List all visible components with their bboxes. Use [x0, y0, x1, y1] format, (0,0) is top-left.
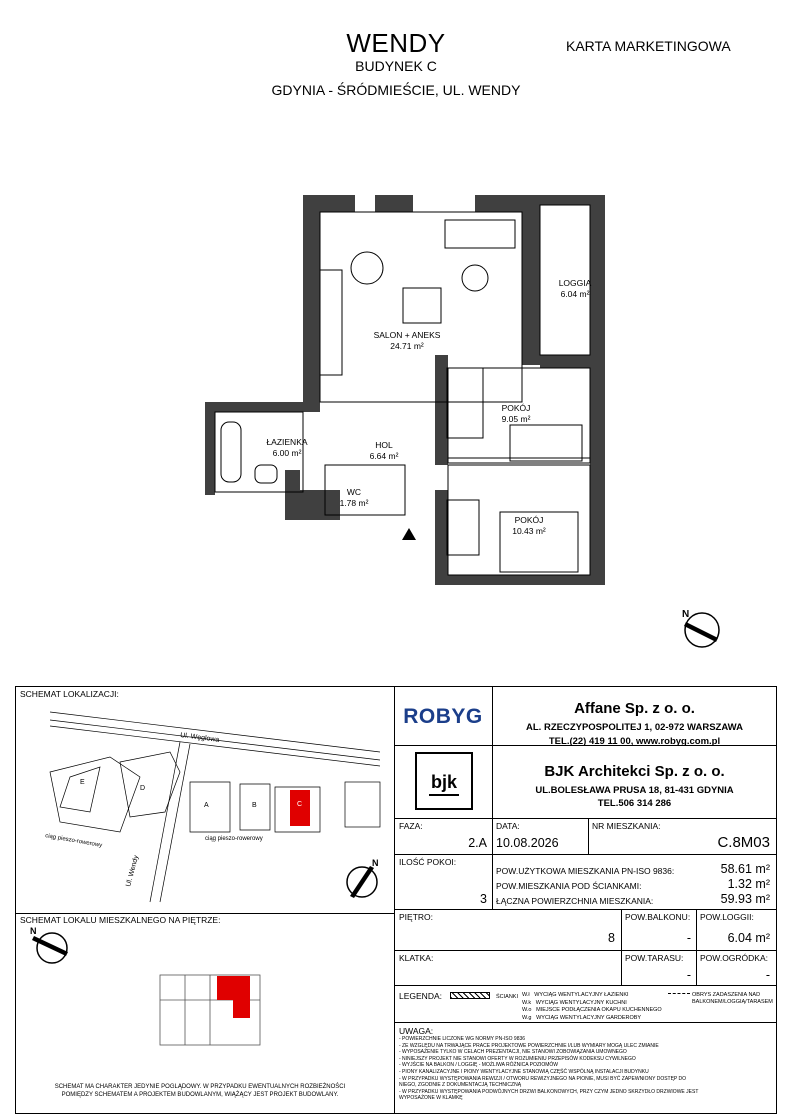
rooms-count-label: ILOŚĆ POKOI: — [399, 857, 457, 867]
robyg-logo: ROBYG — [403, 705, 483, 728]
apartment-number-label: NR MIESZKANIA: — [592, 821, 661, 831]
note-line: - PIONY KANALIZACYJNE I PIONY WENTYLACYJNE STANOWIĄ CZĘŚĆ WSPÓLNĄ INSTALACJI BUDYNKU — [399, 1068, 649, 1075]
floor-value: 8 — [608, 931, 615, 945]
loggia-label: POW.LOGGII: — [700, 912, 754, 922]
note-line: - W PRZYPADKU WYSTĘPOWANIA PODWÓJNYCH DRZWI BALKONOWYCH, PRZY CZYM JEDNO SKRZYDŁO DRZWIOWE JEST WYPOSAŻONE W KLAMKĘ — [399, 1088, 699, 1102]
svg-text:N: N — [682, 609, 690, 620]
outline-line-swatch — [668, 993, 690, 994]
legend-item: W.ł WYCIĄG WENTYLACYJNY ŁAZIENKI — [522, 992, 629, 998]
legend-item: W.g WYCIĄG WENTYLACYJNY GARDEROBY — [522, 1014, 642, 1021]
balcony-label: POW.BALKONU: — [625, 912, 691, 922]
svg-text:bjk: bjk — [430, 772, 458, 792]
room-label-salon: SALON + ANEKS 24.71 m² — [373, 330, 441, 351]
faza-value: 2.A — [468, 836, 487, 850]
faza-label: FAZA: — [399, 821, 423, 831]
svg-text:N: N — [30, 926, 37, 936]
usable-area-label: POW.UŻYTKOWA MIESZKANIA PN-ISO 9836: — [496, 866, 675, 876]
floor-schema-title: SCHEMAT LOKALU MIESZKALNEGO NA PIĘTRZE: — [20, 915, 221, 925]
notes-title: UWAGA: — [399, 1026, 434, 1036]
total-area-value: 59.93 m² — [720, 892, 770, 906]
room-label-loggia: LOGGIA 6.04 m² — [558, 278, 592, 299]
room-label-wc: WC 1.78 m² — [339, 487, 369, 508]
floor-schema-compass-icon — [28, 926, 72, 970]
svg-text:B: B — [252, 802, 257, 809]
room-label-lazienka: ŁAZIENKA 6.00 m² — [266, 437, 308, 458]
svg-text:ciąg pieszo-rowerowy: ciąg pieszo-rowerowy — [44, 833, 103, 849]
svg-text:A: A — [204, 802, 209, 809]
svg-text:C: C — [297, 801, 303, 808]
note-line: - POWIERZCHNIE LICZONE WG NORMY PN-ISO 9836 — [399, 1036, 526, 1042]
staircase-label: KLATKA: — [399, 953, 434, 963]
room-label-pokoj-2: POKÓJ 10.43 m² — [512, 515, 546, 536]
date-value: 10.08.2026 — [496, 836, 559, 850]
wall-hatch-swatch — [450, 992, 490, 999]
notes-list — [399, 1036, 699, 1102]
svg-text:Ul. Węglowa: Ul. Węglowa — [179, 732, 220, 744]
date-label: DATA: — [496, 821, 520, 831]
note-line: - WYPOSAŻENIE TYLKO W CELACH PREZENTACJI, NIE STANOWI ZOBOWIĄZANIA UMOWNEGO — [399, 1049, 627, 1056]
legend-item: W.o MIEJSCE PODŁĄCZENIA OKAPU KUCHENNEGO — [522, 1007, 662, 1013]
legend-walls: ŚCIANKI — [496, 994, 519, 1000]
developer-contact: TEL.(22) 419 11 00, www.robyg.com.pl — [548, 736, 721, 747]
garden-value: - — [765, 968, 770, 982]
note-line: - ZE WZGLĘDU NA TRWAJĄCE PRACE PROJEKTOWE POWIERZCHNIE I/LUB WYMIARY MOGĄ ULEC ZMIANIE — [399, 1042, 659, 1049]
architect-address: UL.BOLESŁAWA PRUSA 18, 81-431 GDYNIA — [535, 785, 734, 796]
floor-schema-map — [155, 970, 265, 1050]
balcony-value: - — [686, 931, 691, 945]
location-panel-title: SCHEMAT LOKALIZACJI: — [20, 689, 119, 699]
card-type-label: KARTA MARKETINGOWA — [566, 38, 731, 54]
location-map — [20, 702, 390, 907]
legend-ventilation-list — [522, 992, 662, 1022]
room-label-hol: HOL 6.64 m² — [369, 440, 399, 461]
terrace-value: - — [686, 968, 691, 982]
svg-text:Ul. Wendy: Ul. Wendy — [125, 854, 141, 888]
developer-name: Affane Sp. z o. o. — [574, 700, 695, 717]
architect-phone: TEL.506 314 286 — [597, 798, 672, 809]
room-label-pokoj-1: POKÓJ 9.05 m² — [501, 403, 531, 424]
location-label: GDYNIA - ŚRÓDMIEŚCIE, UL. WENDY — [271, 82, 521, 98]
apartment-number-value: C.8M03 — [717, 834, 770, 851]
svg-text:D: D — [140, 785, 146, 792]
note-line: - W PRZYPADKU WYSTĘPOWANIA REWIZJI / OTWORU REWIZYJNEGO NA PIONIE, MUSI BYĆ ZAPEWNIONY DOSTĘP DO NIEGO, ZGODNIE Z DOKUMENTACJĄ TECHNICZNĄ — [399, 1075, 687, 1089]
project-title: WENDY — [346, 28, 446, 58]
note-line: - NINIEJSZY PROJEKT NIE STANOWI OFERTY W ROZUMIENIU PRZEPISÓW KODEKSU CYWILNEGO — [399, 1055, 636, 1062]
note-line: - WYJŚCIE NA BALKON / LOGGIĘ - MOŻLIWA RÓŻNICA POZIOMÓW — [399, 1062, 558, 1069]
developer-address: AL. RZECZYPOSPOLITEJ 1, 02-972 WARSZAWA — [526, 722, 743, 733]
total-area-label: ŁĄCZNA POWIERZCHNIA MIESZKANIA: — [496, 896, 654, 906]
building-label: BUDYNEK C — [355, 58, 437, 74]
terrace-label: POW.TARASU: — [625, 953, 684, 963]
svg-text:ciąg pieszo-rowerowy: ciąg pieszo-rowerowy — [205, 836, 263, 842]
slope-area-value: 1.32 m² — [727, 877, 770, 891]
floor-label: PIĘTRO: — [399, 912, 434, 922]
svg-text:N: N — [372, 858, 379, 868]
legend-outline: OBRYS ZADASZENIA NAD BALKONEM/LOGGIĄ/TARASEM — [692, 992, 773, 1005]
usable-area-value: 58.61 m² — [720, 862, 770, 876]
floor-plan — [195, 190, 625, 600]
north-compass-icon — [680, 608, 724, 652]
bjk-logo-icon — [415, 752, 473, 810]
slope-area-label: POW.MIESZKANIA POD ŚCIANKAMI: — [496, 881, 642, 891]
legend-item: W.k WYCIĄG WENTYLACYJNY KUCHNI — [522, 999, 627, 1006]
garden-label: POW.OGRÓDKA: — [700, 953, 769, 963]
location-compass-icon — [340, 858, 384, 902]
loggia-value: 6.04 m² — [727, 931, 770, 945]
rooms-count-value: 3 — [480, 892, 487, 906]
svg-text:E: E — [80, 779, 85, 786]
architect-name: BJK Architekci Sp. z o. o. — [544, 763, 725, 780]
disclaimer-text: SCHEMAT MA CHARAKTER JEDYNIE POGLĄDOWY. W PRZYPADKU EWENTUALNYCH ROZBIEŻNOŚCI POMIĘDZY SCHEMATEM A PROJEKTEM BUDOWLANYM, WIĄŻĄCY JEST PROJEKT BUDOWLANY. — [54, 1084, 346, 1098]
legend-title: LEGENDA: — [399, 991, 442, 1001]
